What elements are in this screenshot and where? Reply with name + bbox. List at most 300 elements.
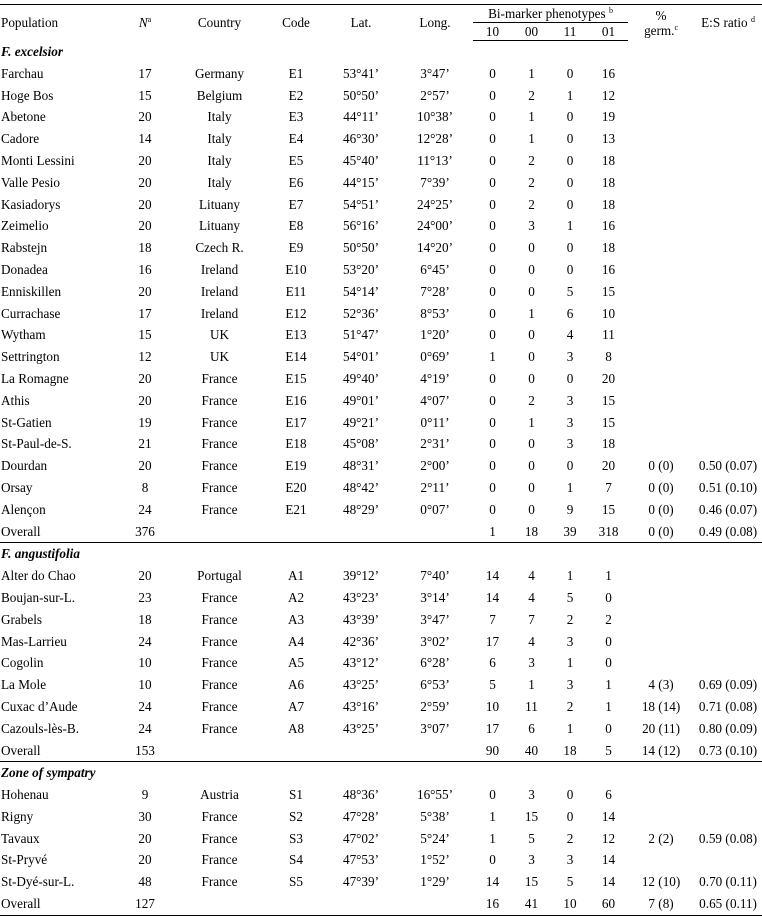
cell-country: Czech R. [195,240,244,256]
cell-n: 8 [141,479,149,495]
table-row [0,85,762,107]
cell-pop: Hohenau [1,787,49,803]
cell-long: 3°07’ [420,720,450,736]
table-row [0,433,762,455]
cell-code: E11 [285,283,307,299]
cell-p01: 14 [601,874,616,890]
cell-es [694,390,762,412]
cell-long: 2°11’ [420,479,450,495]
cell-p00: 0 [528,479,535,495]
table-row [0,565,762,587]
cell-pop: Enniskillen [1,283,62,299]
cell-pop: Monti Lessini [1,152,75,168]
cell-country: UK [209,349,230,365]
cell-lat: 49°21’ [342,414,380,430]
cell-long: 6°45’ [420,261,450,277]
cell-pop: Mas-Larrieu [1,633,67,649]
cell-lat: 48°31’ [342,458,380,474]
cell-lat: 53°41’ [342,65,380,81]
cell-germ: 12 (10) [641,874,681,890]
cell-lat: 45°08’ [342,436,380,452]
cell-n: 20 [138,109,152,125]
cell-long [397,521,473,543]
cell-p00: 41 [512,893,551,915]
cell-n: 21 [138,436,152,452]
table-row [0,194,762,216]
cell-pop: Kasiadorys [1,196,61,212]
cell-code: E13 [285,327,307,343]
cell-es [694,587,762,609]
cell-n: 24 [138,698,152,714]
cell-code: E14 [285,349,307,365]
cell-p01: 18 [601,174,616,190]
cell-p01: 18 [601,240,616,256]
cell-p01: 2 [605,611,612,627]
cell-lat: 43°25’ [342,677,380,693]
table-row [0,63,762,85]
cell-germ [628,324,694,346]
cell-n: 48 [138,874,152,890]
cell-p01: 12 [601,830,616,846]
cell-p00: 11 [525,698,538,714]
overall-row [0,521,762,543]
cell-germ [628,259,694,281]
cell-p00: 15 [524,808,539,824]
cell-code: S3 [289,830,303,846]
cell-country: Ireland [200,261,239,277]
cell-p00: 1 [528,305,535,321]
table-row [0,106,762,128]
cell-es [694,806,762,828]
cell-p00: 0 [528,261,535,277]
cell-p01: 7 [605,479,612,495]
cell-code: E5 [288,152,304,168]
cell-country: France [201,501,238,517]
cell-code [267,893,325,915]
cell-p11: 10 [551,893,589,915]
cell-lat: 43°23’ [342,589,380,605]
cell-p10: 0 [489,392,496,408]
cell-p11: 4 [566,327,574,343]
cell-p01: 15 [601,283,616,299]
cell-lat [325,893,397,915]
cell-country: France [201,479,238,495]
table-row [0,215,762,237]
cell-n: 153 [118,740,172,762]
cell-country: France [201,392,238,408]
cell-p11: 0 [566,152,574,168]
cell-germ: 2 (2) [648,830,674,846]
cell-long: 11°13’ [417,152,453,168]
cell-p00: 1 [528,109,535,125]
cell-lat: 43°16’ [342,698,380,714]
cell-code: A7 [287,698,305,714]
cell-long: 3°47’ [420,611,450,627]
cell-country [172,893,267,915]
cell-code: E2 [288,87,304,103]
cell-code: S2 [289,808,303,824]
cell-long: 7°39’ [420,174,450,190]
cell-pop: La Mole [1,677,47,693]
cell-lat: 44°11’ [343,109,379,125]
cell-n: 14 [138,131,152,147]
cell-p11: 5 [566,589,574,605]
cell-pop: Settrington [1,349,60,365]
cell-pop: Farchau [1,65,44,81]
table-row [0,150,762,172]
cell-long: 2°59’ [420,698,450,714]
cell-n: 18 [138,611,152,627]
cell-lat: 44°15’ [342,174,380,190]
cell-n: 20 [138,370,152,386]
cell-country: UK [209,327,230,343]
header-long: Long. [397,5,473,41]
table-row [0,499,762,521]
cell-code: E3 [288,109,304,125]
cell-es [694,565,762,587]
cell-lat: 39°12’ [342,568,380,584]
cell-p00: 0 [528,327,535,343]
cell-p11: 5 [566,874,574,890]
cell-p01: 11 [602,327,615,343]
cell-p11: 1 [566,720,574,736]
table-row [0,455,762,477]
cell-p00: 0 [528,458,535,474]
cell-es [694,849,762,871]
cell-code: A2 [287,589,305,605]
cell-lat [325,521,397,543]
cell-p10: 17 [485,633,500,649]
cell-p10: 0 [489,261,496,277]
cell-code: E10 [285,261,307,277]
cell-p10: 0 [489,218,496,234]
section-title: F. angustifolia [1,546,80,562]
cell-es: 0.59 (0.08) [698,830,758,846]
cell-p10: 1 [489,830,496,846]
cell-long: 8°53’ [420,305,450,321]
table-row [0,806,762,828]
cell-germ [628,433,694,455]
cell-germ [628,106,694,128]
cell-pop: St-Pryvé [1,852,48,868]
cell-germ [628,368,694,390]
cell-pop: Overall [0,521,118,543]
cell-code: S4 [289,852,303,868]
cell-country: France [201,677,238,693]
cell-es [694,368,762,390]
cell-n: 10 [138,677,152,693]
cell-germ: 7 (8) [628,893,694,915]
cell-pop: Athis [1,392,30,408]
cell-p01: 18 [601,196,616,212]
cell-p10: 0 [489,436,496,452]
cell-pop: Cadore [1,131,40,147]
cell-es [694,63,762,85]
cell-p01: 20 [601,370,616,386]
cell-germ [628,281,694,303]
cell-long: 4°19’ [420,370,450,386]
cell-long [397,893,473,915]
cell-p00: 2 [528,152,535,168]
cell-n: 24 [138,501,152,517]
cell-pop: Grabels [1,611,43,627]
cell-long: 12°28’ [416,131,454,147]
cell-p10: 0 [489,131,496,147]
cell-long: 3°14’ [420,589,450,605]
table-row [0,477,762,499]
section-heading [0,41,762,63]
header-row-1 [0,5,762,23]
cell-p11: 0 [566,109,574,125]
cell-es [694,433,762,455]
cell-p10: 6 [489,655,496,671]
cell-p01: 16 [601,218,616,234]
cell-n: 20 [138,568,152,584]
cell-lat: 47°39’ [342,874,380,890]
cell-pop: St-Paul-de-S. [1,436,72,452]
cell-p11: 0 [566,240,574,256]
cell-lat: 46°30’ [342,131,380,147]
cell-es [694,631,762,653]
cell-germ [628,390,694,412]
cell-n: 20 [138,152,152,168]
cell-long: 2°57’ [420,87,450,103]
cell-p11: 1 [566,655,574,671]
cell-p00: 0 [528,436,535,452]
cell-p10: 5 [489,677,496,693]
cell-pop: Cazouls-lès-B. [1,720,80,736]
cell-germ: 14 (12) [628,740,694,762]
cell-n: 20 [138,218,152,234]
cell-germ: 4 (3) [648,677,674,693]
cell-es [694,85,762,107]
cell-es [694,128,762,150]
cell-n: 18 [138,240,152,256]
cell-p11: 2 [566,830,574,846]
cell-p00: 40 [512,740,551,762]
cell-p11: 39 [551,521,589,543]
cell-n: 20 [138,283,152,299]
cell-lat: 48°42’ [342,479,380,495]
cell-n: 17 [138,65,152,81]
cell-es: 0.70 (0.11) [699,874,757,890]
cell-p00: 4 [528,589,535,605]
cell-p11: 3 [566,633,574,649]
cell-p00: 0 [528,283,535,299]
cell-country: France [201,414,238,430]
cell-p01: 16 [601,261,616,277]
cell-es: 0.69 (0.09) [698,677,758,693]
cell-es: 0.51 (0.10) [698,479,758,495]
cell-germ [628,172,694,194]
cell-code: E4 [288,131,304,147]
cell-lat: 51°47’ [342,327,380,343]
cell-p11: 1 [566,568,574,584]
cell-pop: Cuxac d’Aude [1,698,78,714]
cell-country: France [201,852,238,868]
cell-n: 17 [138,305,152,321]
cell-country: Ireland [200,305,239,321]
table-row [0,172,762,194]
cell-country [172,521,267,543]
cell-es [694,412,762,434]
cell-germ [628,565,694,587]
cell-code: A6 [287,677,305,693]
cell-germ [628,150,694,172]
cell-lat: 54°01’ [342,349,380,365]
cell-country: France [201,655,238,671]
cell-code: E1 [288,65,304,81]
cell-p01: 12 [601,87,616,103]
cell-es [694,237,762,259]
cell-germ [628,237,694,259]
cell-n: 127 [118,893,172,915]
cell-code: E8 [288,218,304,234]
cell-es [694,259,762,281]
cell-lat: 49°01’ [342,392,380,408]
cell-p01: 6 [605,787,612,803]
cell-p10: 0 [489,327,496,343]
cell-n: 15 [138,87,152,103]
header-p10: 10 [473,23,512,41]
table-row [0,390,762,412]
cell-lat: 45°40’ [342,152,380,168]
cell-p11: 2 [566,611,574,627]
cell-lat: 52°36’ [342,305,380,321]
populations-table [0,4,762,916]
cell-germ [628,849,694,871]
cell-p01: 0 [605,720,612,736]
table-row [0,609,762,631]
cell-p11: 5 [566,283,574,299]
cell-p00: 0 [528,240,535,256]
cell-p01: 19 [601,109,616,125]
cell-n: 23 [138,589,152,605]
cell-long: 14°20’ [416,240,454,256]
cell-pop: Donadea [1,261,48,277]
cell-p10: 0 [489,787,496,803]
cell-long: 6°28’ [420,655,450,671]
cell-p01: 1 [605,698,612,714]
table-row [0,412,762,434]
cell-p01: 60 [589,893,628,915]
cell-p01: 18 [601,436,616,452]
cell-country: France [201,589,238,605]
cell-p10: 14 [485,589,500,605]
cell-country: Italy [207,174,232,190]
header-p01: 01 [589,23,628,41]
table-row [0,871,762,893]
header-p00: 00 [512,23,551,41]
header-population: Population [0,5,118,41]
cell-p01: 10 [601,305,616,321]
cell-germ: 20 (11) [642,720,681,736]
cell-lat: 42°36’ [342,633,380,649]
cell-code: E18 [285,436,307,452]
cell-germ [628,215,694,237]
cell-code: A3 [287,611,305,627]
cell-p11: 3 [566,392,574,408]
cell-p10: 90 [473,740,512,762]
cell-lat: 49°40’ [342,370,380,386]
cell-p10: 17 [485,720,500,736]
cell-germ [628,652,694,674]
cell-es [694,172,762,194]
cell-pop: Valle Pesio [1,174,60,190]
table-row [0,368,762,390]
cell-p00: 3 [528,787,535,803]
cell-country: France [201,458,238,474]
cell-n: 30 [138,808,152,824]
cell-code: E21 [285,501,307,517]
cell-germ [628,412,694,434]
cell-long: 5°38’ [420,808,450,824]
cell-code: E16 [285,392,307,408]
cell-p00: 4 [528,633,535,649]
cell-pop: Alter do Chao [1,568,76,584]
cell-n: 20 [138,392,152,408]
cell-p01: 20 [601,458,616,474]
cell-p00: 18 [512,521,551,543]
cell-long: 2°00’ [420,458,450,474]
cell-n: 10 [138,655,152,671]
table-body [0,41,762,916]
cell-long: 5°24’ [420,830,450,846]
cell-pop: St-Gatien [1,414,52,430]
cell-p01: 13 [601,131,616,147]
cell-code: E17 [285,414,307,430]
cell-p00: 3 [528,655,535,671]
cell-lat: 43°12’ [342,655,380,671]
cell-p00: 1 [528,131,535,147]
cell-country: Italy [207,152,232,168]
cell-p10: 0 [489,852,496,868]
cell-pop: La Romagne [1,370,69,386]
cell-n: 20 [138,174,152,190]
cell-n: 20 [138,852,152,868]
cell-p11: 3 [566,436,574,452]
cell-country: Portugal [197,568,242,584]
cell-n: 16 [138,261,152,277]
table-row [0,237,762,259]
cell-long: 7°28’ [420,283,450,299]
cell-p11: 0 [566,65,574,81]
cell-p11: 0 [566,458,574,474]
cell-es [694,215,762,237]
cell-long: 7°40’ [420,568,450,584]
cell-p10: 0 [489,458,496,474]
table-row [0,784,762,806]
cell-code: E12 [285,305,307,321]
cell-long: 2°31’ [420,436,450,452]
cell-n: 20 [138,830,152,846]
section-title: Zone of sympatry [1,765,96,781]
cell-es [694,324,762,346]
cell-es [694,303,762,325]
cell-pop: Tavaux [1,830,40,846]
cell-code: E20 [285,479,307,495]
cell-code: A5 [287,655,305,671]
cell-p11: 3 [566,349,574,365]
table-row [0,587,762,609]
table-row [0,652,762,674]
cell-p00: 3 [528,218,535,234]
cell-country: Italy [207,109,232,125]
cell-p10: 1 [473,521,512,543]
cell-pop: Cogolin [1,655,44,671]
cell-code: E9 [288,240,304,256]
cell-n: 24 [138,633,152,649]
